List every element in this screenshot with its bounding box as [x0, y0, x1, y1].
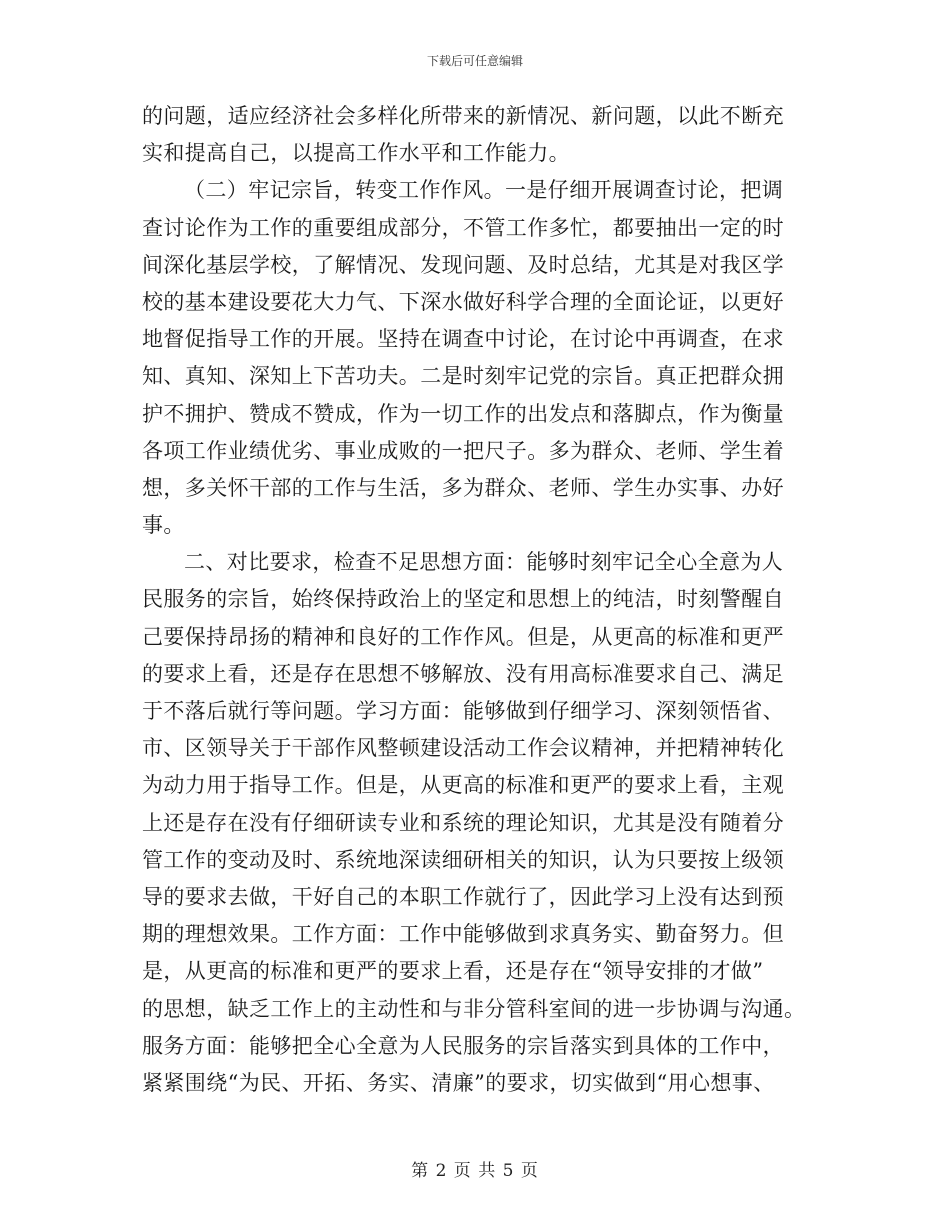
text-line: 导的要求去做，干好自己的本职工作就行了，因此学习上没有达到预: [142, 884, 784, 909]
text-line: 市、区领导关于干部作风整顿建设活动工作会议精神，并把精神转化: [142, 736, 784, 761]
text-line: 想，多关怀干部的工作与生活，多为群众、老师、学生办实事、办好: [142, 475, 784, 500]
text-line: 间深化基层学校，了解情况、发现问题、及时总结，尤其是对我区学: [142, 252, 784, 277]
text-line: 为动力用于指导工作。但是，从更高的标准和更严的要求上看，主观: [142, 773, 784, 798]
document-body: [142, 98, 810, 1102]
text-line: 的思想，缺乏工作上的主动性和与非分管科室间的进一步协调与沟通。: [142, 996, 806, 1021]
text-line: 民服务的宗旨，始终保持政治上的坚定和思想上的纯洁，时刻警醒自: [142, 587, 784, 612]
text-line: 地督促指导工作的开展。坚持在调查中讨论，在讨论中再调查，在求: [142, 327, 784, 352]
text-line: 实和提高自己，以提高工作水平和工作能力。: [142, 141, 570, 166]
text-line: 事。: [142, 513, 185, 538]
text-line: 期的理想效果。工作方面：工作中能够做到求真务实、勤奋努力。但: [142, 922, 784, 947]
text-line: 二、对比要求，检查不足思想方面：能够时刻牢记全心全意为人: [184, 550, 784, 575]
text-line: 管工作的变动及时、系统地深读细研相关的知识，认为只要按上级领: [142, 847, 784, 872]
text-line: 的问题，适应经济社会多样化所带来的新情况、新问题，以此不断充: [142, 104, 784, 128]
text-line: 校的基本建设要花大力气、下深水做好科学合理的全面论证，以更好: [142, 289, 784, 314]
text-line: 护不拥护、赞成不赞成，作为一切工作的出发点和落脚点，作为衡量: [142, 401, 784, 426]
text-line: 于不落后就行等问题。学习方面：能够做到仔细学习、深刻领悟省、: [142, 699, 784, 723]
text-line: 的要求上看，还是存在思想不够解放、没有用高标准要求自己、满足: [142, 661, 784, 686]
text-line: 紧紧围绕“为民、开拓、务实、清廉”的要求，切实做到“用心想事、: [142, 1070, 775, 1095]
text-line: （二）牢记宗旨，转变工作作风。一是仔细开展调查讨论，把调: [184, 178, 784, 203]
text-line: 知、真知、深知上下苦功夫。二是时刻牢记党的宗旨。真正把群众拥: [142, 364, 784, 389]
text-line: 服务方面：能够把全心全意为人民服务的宗旨落实到具体的工作中，: [142, 1033, 784, 1058]
page-header: 下载后可任意编辑: [426, 54, 523, 68]
text-line: 己要保持昂扬的精神和良好的工作作风。但是，从更高的标准和更严: [142, 624, 784, 649]
text-line: 上还是存在没有仔细研读专业和系统的理论知识，尤其是没有随着分: [142, 810, 784, 835]
text-line: 各项工作业绩优劣、事业成败的一把尺子。多为群众、老师、学生着: [142, 438, 784, 463]
text-line: 是，从更高的标准和更严的要求上看，还是存在“领导安排的才做”: [142, 959, 764, 984]
page-number: 第 2 页 共 5 页: [411, 1161, 539, 1181]
text-line: 查讨论作为工作的重要组成部分，不管工作多忙，都要抽出一定的时: [142, 215, 784, 240]
